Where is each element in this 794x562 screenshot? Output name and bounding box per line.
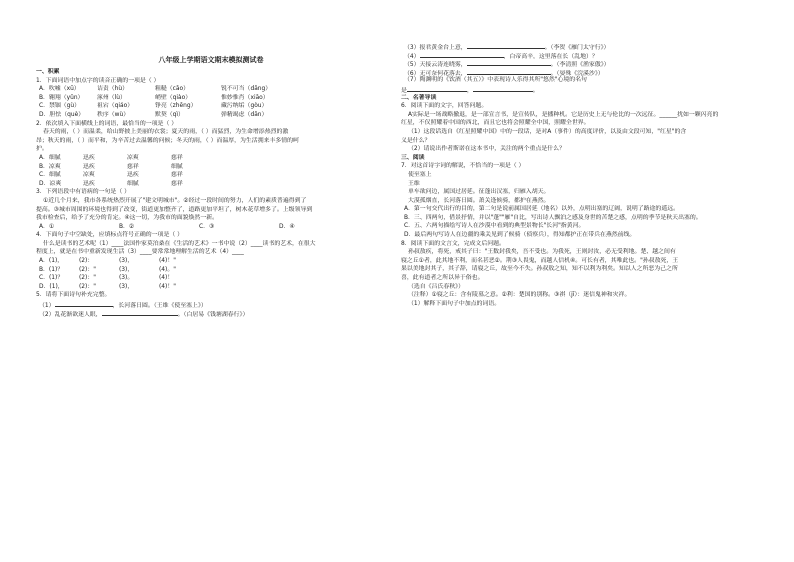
source-note: （选自《吕氏春秋》） <box>408 283 464 290</box>
passage-line: 护。 <box>36 146 48 153</box>
option-line: B．三、四两句，借景抒情，并以"蓬""雁"自比，写出诗人飘泊之感及身世的苦楚之感，点明的季节是秋天出塞的。 <box>404 214 702 221</box>
answer-blank[interactable] <box>102 309 178 316</box>
fill-line: （3）报君黄金台上意， 。（李贺《雁门太守行》） <box>401 42 771 51</box>
passage-line: ①近几个月来，我市各系统热烈开展了"建文明城市"。②经过一段时间的努力，人们的素质普遍得到了 <box>43 197 307 204</box>
passage-line: 喜，此有道者之所以异于俗也。 <box>401 275 484 282</box>
passage-line: 我市检查后，给予了充分的肯定。④这一切，为我市的面貌焕然一新。 <box>36 215 218 222</box>
option-row: A．吹嘘（xū） 诘责（hù） 粗糙（cāo） 锐不可当（dāng） <box>39 86 272 93</box>
option-row: B．凉爽 迅疾 慈祥 细腻 <box>39 163 183 170</box>
sub-question: （1）解释下面句子中加点的词语。 <box>408 300 501 307</box>
answer-blank[interactable] <box>55 300 113 307</box>
fill-line: （4） ，白帝高辛，这里落在长（乱地）？ <box>401 51 771 60</box>
option-row: C．(1)？ (2)：" (3)。 (4)！ <box>39 275 174 282</box>
option-row: C．细腻 凉爽 迅疾 慈祥 <box>39 172 183 179</box>
answer-blank[interactable] <box>420 51 504 58</box>
page-title: 八年级上学期语文期末模拟测试卷 <box>158 56 264 64</box>
passage-line: （1）这段话选自《红星照耀中国》中的一段话，是对A（事件）的高度评价，以及由文段可知，"红星"的含 <box>408 128 687 135</box>
passage-line: 程度上，就是在书中重新发现生活（3）____要常常地理解生活的艺术（4）____ <box>36 249 244 256</box>
option-row: A．细腻 迅疾 凉爽 慈祥 <box>39 154 183 161</box>
section-heading: 一、积累 <box>36 69 60 75</box>
fill-line: 是 ， 。 <box>401 85 771 94</box>
option-line: A．第一句交代出行的目的，第二句是说前属国居延（地名）以外，点明出塞的辽阔，说明了路途的遥远。 <box>404 206 679 213</box>
left-column <box>36 0 386 317</box>
answer-blank[interactable] <box>467 68 551 75</box>
option-line: D．最后两句写诗人在边疆的乘关见到了候骑（侦察兵），得知都护正在带兵在燕然前线。 <box>404 232 636 239</box>
option-row: D．胆怯（què） 秩序（wù） 默契（qì） 弹精竭虑（dān） <box>39 111 268 118</box>
question-stem: 2．依次填入下面横线上的词语，最恰当的一项是（ ） <box>36 120 178 127</box>
poem-line: 单车欲问边，属国过居延。征蓬出汉塞，归雁入胡天。 <box>408 189 550 196</box>
question-stem: 7．对这首诗字词的解说，不恰当的一项是（ ） <box>401 163 525 170</box>
right-column <box>401 0 771 308</box>
fill-line: （6）无可奈何花落去， 。（晏殊《浣溪沙》） <box>401 68 771 77</box>
passage-line: 寝之丘①者，此其地不利，而名甚恶②。荆③人畏鬼，而越人信机④。可长有者，其唯此也。"孙叔敖死，王 <box>401 257 679 264</box>
answer-blank[interactable] <box>467 59 551 66</box>
question-stem: 5．请将下面诗句补充完整。 <box>36 292 111 299</box>
passage-line: A实际是一场战略撤退，是一部宣言书，是宣传队，是播种机。它是历史上无与伦比的一次远征。______扰如一颗闪亮的 <box>408 111 719 118</box>
passage-line: 提高。③城市周围的环境也得到了改变，街道更加整齐了，道路更加平坦了，树木花草增多了。上级领导到 <box>36 206 313 213</box>
poem-line: 大漠孤烟直，长河落日圆。萧关逢候骑，都护在燕然。 <box>408 197 550 204</box>
answer-blank[interactable] <box>467 42 545 49</box>
passage-line: （2）请说出作者斯诺在这本书中，关注的两个重点是什么？ <box>408 146 565 153</box>
section-heading: 三、阅读 <box>401 154 425 161</box>
question-stem: 4．下面句子中空缺处，应填标点符号正确的一项是（ ） <box>36 232 183 239</box>
passage-line: 果以美地封其子，其子辞，请寝之丘，故至今不失。孙叔敖之知，知不以利为利矣。知以人之所恶为己之所 <box>401 266 678 273</box>
passage-line: 义是什么？ <box>401 137 431 144</box>
fill-line: （2）乱花渐欲迷人眼， 。（白居易《钱塘湖春行》） <box>36 309 386 318</box>
option-row: B．翱翔（yǔn） 涿州（lù） 峭壁（qiào） 惟妙惟肖（xiāo） <box>39 94 269 101</box>
passage-line: 红星，不仅照耀着中国的西北，而且它也将会照耀全中国，照耀全世界。 <box>401 120 590 127</box>
question-stem: 6．阅读下面的文字，回答问题。 <box>401 103 488 110</box>
option-row: C．禁锢（gù） 祖宕（qiáo） 铮亮（zhēng） 藏污纳垢（gòu） <box>39 103 268 110</box>
passage-line: 什么是读书的艺术呢（1）____法国作家莫泊桑在《生活的艺术》一书中说（2）____读书的艺术，在很大 <box>43 240 316 247</box>
option-row: A．① B．② C．③ D．④ <box>39 223 295 230</box>
answer-blank[interactable] <box>473 85 533 92</box>
poem-title: 使至塞上 <box>408 171 432 178</box>
question-stem: 3．下列语段中有语病的一句是（ ） <box>36 189 130 196</box>
option-row: D．(1)， (2)：" (3)， (4)！" <box>39 283 176 290</box>
answer-blank[interactable] <box>407 85 467 92</box>
option-row: A．(1)， (2)： (3)， (4)！" <box>39 258 176 265</box>
section-heading: 二、名著导读 <box>401 94 437 101</box>
fill-line: （1） ，长河落日圆。（王维《使至塞上》） <box>36 300 386 309</box>
poem-author: 王维 <box>408 180 420 187</box>
passage-line: 昂；秋天的雨，（ ）而平和，为辛苦过去温馨的问候；冬天的雨，（ ）而温厚，为生活拥来丰多情的呵 <box>36 137 299 144</box>
option-row: B．(1)？ (2)：" (3)， (4)。" <box>39 266 176 273</box>
option-row: D．凉爽 迅疾 细腻 慈祥 <box>39 180 183 187</box>
option-line: C．五、六两句描绘写诗人在沙漠中看到的典型景物长"长河"指黄河。 <box>404 223 585 230</box>
annotation-line: （注释）①寝之丘：含有陵墓之意。②利：楚国的别称。③祺（jī）：迷信鬼神和灾祥。 <box>408 292 631 299</box>
question-stem: 1．下面词语中加点字的读音正确的一项是（ ） <box>36 77 160 84</box>
passage-line: （7）陶渊明的《饮酒（其五）》中表现诗人乐得其所"悠然"心境的名句 <box>404 77 587 84</box>
passage-line: 春天的雨，（ ）而温柔，给山野披上美丽的衣裳；夏天的雨，（ ）而猛烈，为生命增添热烈的激 <box>43 129 289 136</box>
question-stem: 8．阅读下面的文言文，完成文后问题。 <box>401 240 505 247</box>
passage-line: 孙叔敖疾，将死，戒其子曰："王数封我矣，吾不受也。为我死，王则封汝，必无受利地。楚、越之间有 <box>408 249 676 256</box>
fill-line: （5）天接云涛连晓雾， 。（李清照《渔家傲》） <box>401 59 771 68</box>
